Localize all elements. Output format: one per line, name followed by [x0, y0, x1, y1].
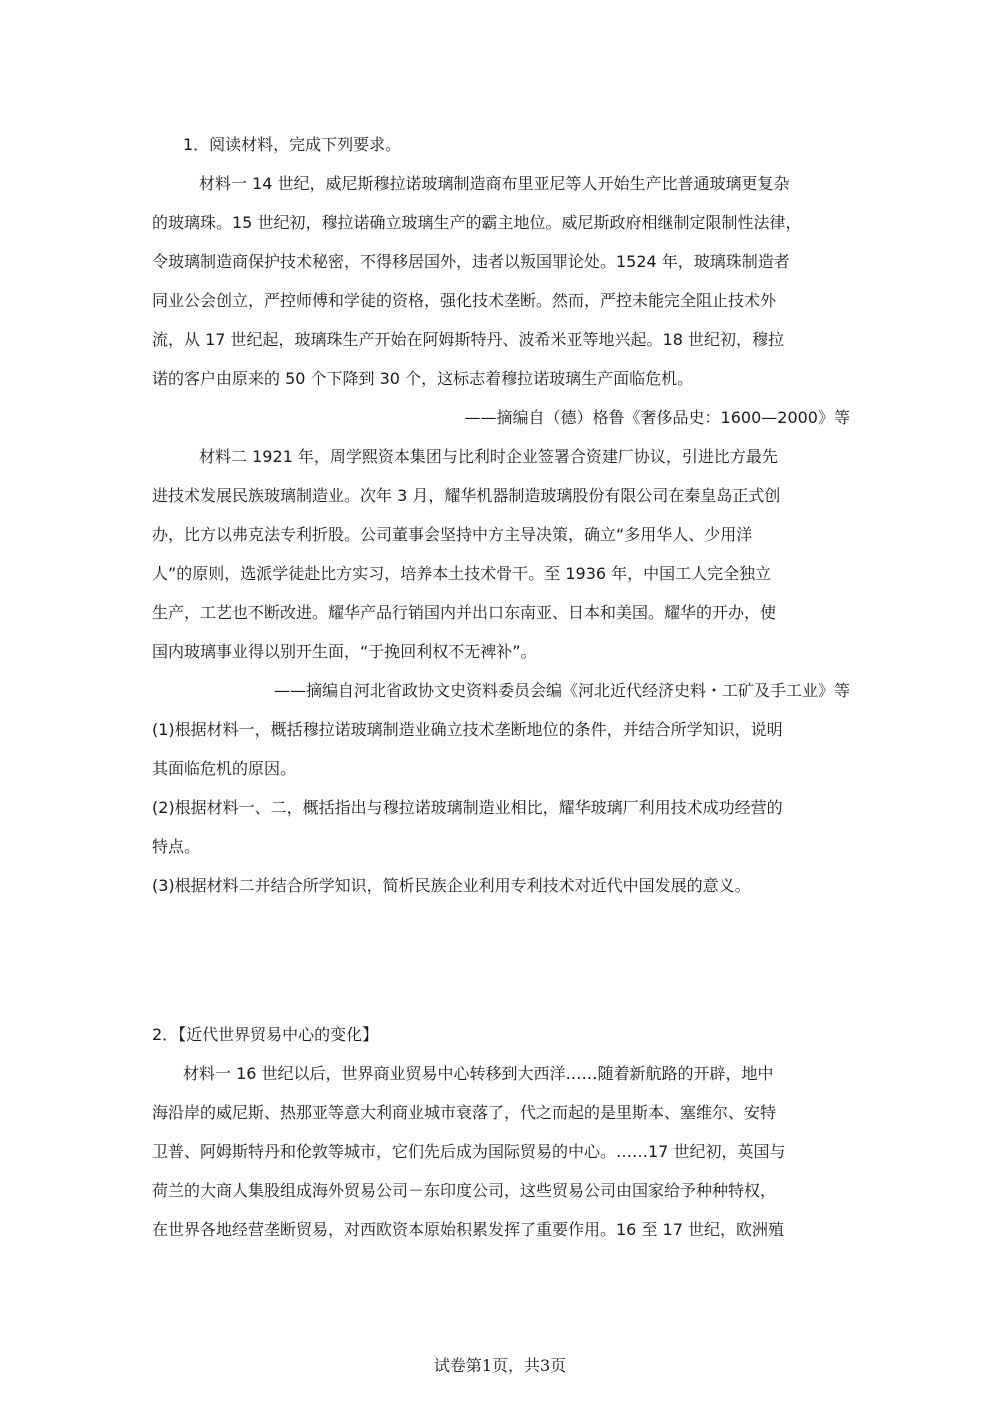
q2-material1-line: 荷兰的大商人集股组成海外贸易公司－东印度公司，这些贸易公司由国家给予种种特权，	[152, 1181, 777, 1200]
q1-subquestion-1-cont: 其面临危机的原因。	[152, 759, 297, 778]
q1-material2-line: 进技术发展民族玻璃制造业。次年 3 月，耀华机器制造玻璃股份有限公司在秦皇岛正式创	[152, 486, 781, 505]
q1-material2-line: 生产，工艺也不断改进。耀华产品行销国内并出口东南亚、日本和美国。耀华的开办，使	[152, 603, 777, 622]
q2-material1-line: 卫普、阿姆斯特丹和伦敦等城市，它们先后成为国际贸易的中心。……17 世纪初，英国与	[152, 1142, 786, 1161]
q1-material1-source: ——摘编自（德）格鲁《奢侈品史：1600—2000》等	[464, 408, 850, 427]
q1-heading: 1．阅读材料，完成下列要求。	[183, 135, 402, 154]
q1-material1-line: 令玻璃制造商保护技术秘密，不得移居国外，违者以叛国罪论处。1524 年，玻璃珠制造者	[152, 252, 790, 271]
q1-material2-line: 国内玻璃事业得以别开生面，“于挽回利权不无裨补”。	[152, 642, 537, 661]
q1-material1-line: 同业公会创立，严控师傅和学徒的资格，强化技术垄断。然而，严控未能完全阻止技术外	[152, 291, 777, 310]
q2-material1-line: 材料一 16 世纪以后，世界商业贸易中心转移到大西洋……随着新航路的开辟，地中	[183, 1064, 774, 1083]
page-footer: 试卷第1页，共3页	[433, 1356, 567, 1375]
q2-material1-line: 海沿岸的威尼斯、热那亚等意大利商业城市衰落了，代之而起的是里斯本、塞维尔、安特	[152, 1103, 777, 1122]
q1-material1-line: 的玻璃珠。15 世纪初，穆拉诺确立玻璃生产的霸主地位。威尼斯政府相继制定限制性法律，	[152, 213, 802, 232]
q1-subquestion-1: (1)根据材料一，概括穆拉诺玻璃制造业确立技术垄断地位的条件，并结合所学知识，说明	[152, 720, 783, 739]
q1-subquestion-2-cont: 特点。	[152, 837, 201, 856]
q2-heading: 2．【近代世界贸易中心的变化】	[152, 1025, 379, 1044]
q1-material2-source: ——摘编自河北省政协文史资料委员会编《河北近代经济史料・工矿及手工业》等	[273, 681, 850, 700]
q1-material1-line: 材料一 14 世纪，威尼斯穆拉诺玻璃制造商布里亚尼等人开始生产比普通玻璃更复杂	[199, 174, 790, 193]
q1-subquestion-3: (3)根据材料二并结合所学知识，简析民族企业利用专利技术对近代中国发展的意义。	[152, 876, 751, 895]
q1-material2-line: 材料二 1921 年，周学熙资本集团与比利时企业签署合资建厂协议，引进比方最先	[199, 447, 778, 466]
q1-material1-line: 流，从 17 世纪起，玻璃珠生产开始在阿姆斯特丹、波希米亚等地兴起。18 世纪初，穆拉	[152, 330, 784, 349]
q1-material1-line: 诺的客户由原来的 50 个下降到 30 个，这标志着穆拉诺玻璃生产面临危机。	[152, 369, 694, 388]
q2-material1-line: 在世界各地经营垄断贸易，对西欧资本原始积累发挥了重要作用。16 至 17 世纪，欧洲殖	[152, 1220, 784, 1239]
q1-material2-line: 办，比方以弗克法专利折股。公司董事会坚持中方主导决策，确立“多用华人、少用洋	[152, 525, 753, 544]
q1-material2-line: 人”的原则，选派学徒赴比方实习，培养本土技术骨干。至 1936 年，中国工人完全独立	[152, 564, 772, 583]
q1-subquestion-2: (2)根据材料一、二，概括指出与穆拉诺玻璃制造业相比，耀华玻璃厂利用技术成功经营的	[152, 798, 783, 817]
